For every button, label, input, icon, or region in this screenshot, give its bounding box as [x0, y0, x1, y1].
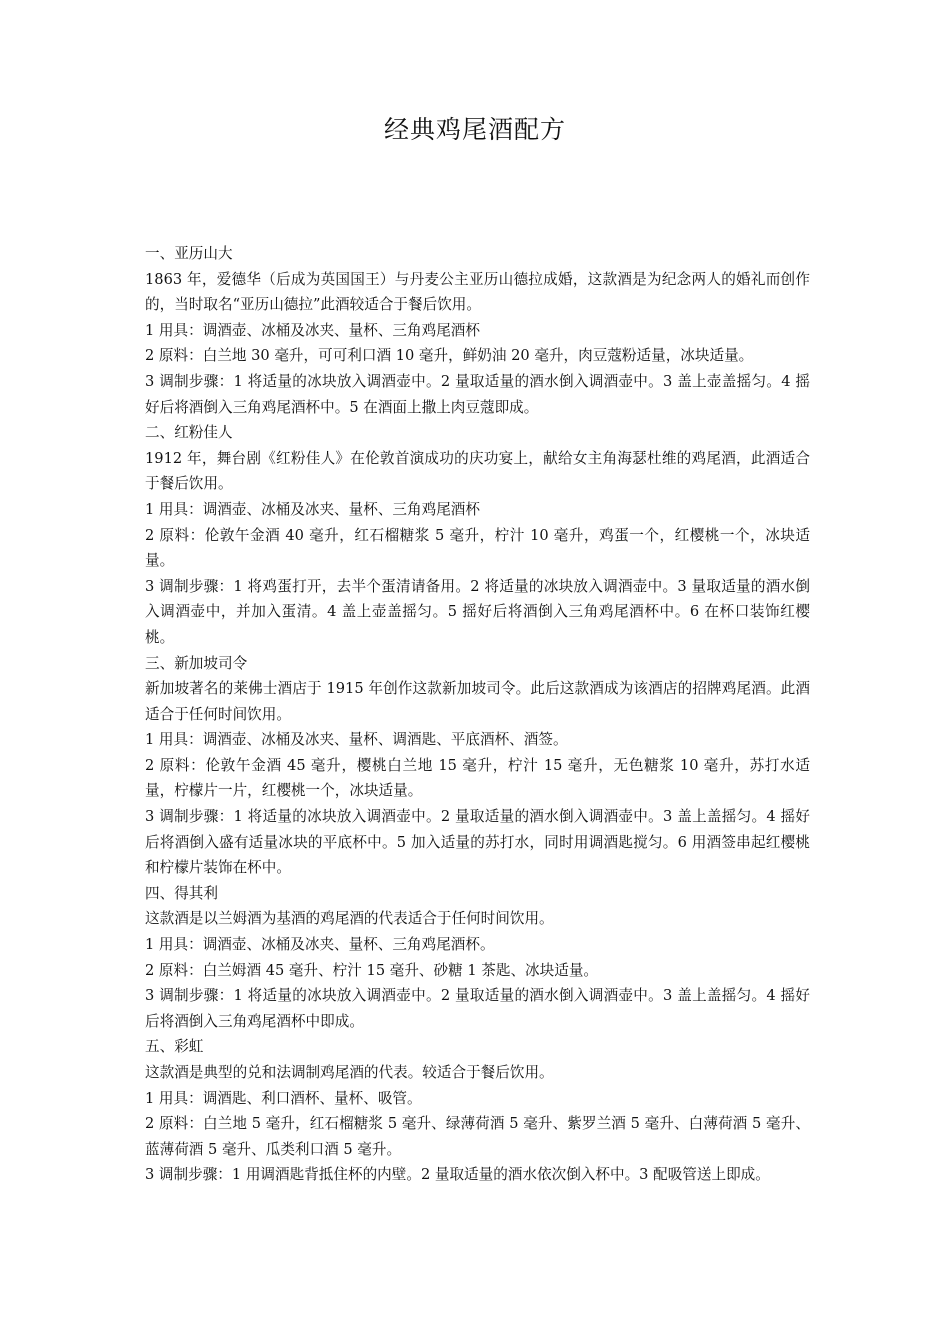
document-title: 经典鸡尾酒配方 — [383, 115, 566, 144]
section-heading: 二、红粉佳人 — [145, 424, 233, 442]
section-intro: 新加坡著名的莱佛士酒店于 1915 年创作这款新加坡司令。此后这款酒成为该酒店的招牌鸡尾酒。此酒适合于任何时间饮用。 — [145, 680, 810, 723]
section-steps: 3 调制步骤：1 将鸡蛋打开，去半个蛋清请备用。2 将适量的冰块放入调酒壶中。3 量取适量的酒水倒入调酒壶中，并加入蛋清。4 盖上壶盖摇匀。5 摇好后将酒倒入三角鸡尾酒杯中。6 在杯口装饰红樱桃。 — [145, 577, 810, 646]
section-ingredients: 2 原料：白兰姆酒 45 毫升、柠汁 15 毫升、砂糖 1 茶匙、冰块适量。 — [145, 961, 599, 979]
section-intro: 这款酒是以兰姆酒为基酒的鸡尾酒的代表适合于任何时间饮用。 — [145, 910, 554, 928]
section-heading: 三、新加坡司令 — [145, 654, 248, 672]
section-intro: 1912 年，舞台剧《红粉佳人》在伦敦首演成功的庆功宴上，献给女主角海瑟杜维的鸡尾酒，此酒适合于餐后饮用。 — [145, 449, 810, 493]
section-heading: 五、彩虹 — [145, 1038, 204, 1056]
section-steps: 3 调制步骤：1 用调酒匙背抵住杯的内壁。2 量取适量的酒水依次倒入杯中。3 配吸管送上即成。 — [145, 1166, 770, 1184]
section-ingredients: 2 原料：白兰地 30 毫升，可可利口酒 10 毫升，鲜奶油 20 毫升，肉豆蔻粉适量，冰块适量。 — [145, 347, 754, 365]
section-heading: 一、亚历山大 — [145, 245, 233, 262]
section-tools: 1 用具：调酒壶、冰桶及冰夹、量杯、调酒匙、平底酒杯、酒签。 — [145, 731, 568, 749]
section-ingredients: 2 原料：白兰地 5 毫升，红石榴糖浆 5 毫升、绿薄荷酒 5 毫升、紫罗兰酒 5 毫升、白薄荷酒 5 毫升、蓝薄荷酒 5 毫升、瓜类利口酒 5 毫升。 — [145, 1115, 810, 1158]
section-heading: 四、得其利 — [145, 884, 218, 902]
document-body — [145, 241, 810, 1188]
section-tools: 1 用具：调酒匙、利口酒杯、量杯、吸管。 — [145, 1089, 422, 1107]
section-intro: 这款酒是典型的兑和法调制鸡尾酒的代表。较适合于餐后饮用。 — [145, 1064, 554, 1081]
section-intro: 1863 年，爱德华（后成为英国国王）与丹麦公主亚历山德拉成婚，这款酒是为纪念两人的婚礼而创作的，当时取名“亚历山德拉”此酒较适合于餐后饮用。 — [145, 270, 810, 314]
section-tools: 1 用具：调酒壶、冰桶及冰夹、量杯、三角鸡尾酒杯。 — [145, 936, 495, 954]
section-steps: 3 调制步骤：1 将适量的冰块放入调酒壶中。2 量取适量的酒水倒入调酒壶中。3 盖上盖摇匀。4 摇好后将酒倒入盛有适量冰块的平底杯中。5 加入适量的苏打水，同时用调酒匙搅匀。6 用酒签串起红樱桃和柠檬片装饰在杯中。 — [145, 808, 810, 877]
section-steps: 3 调制步骤：1 将适量的冰块放入调酒壶中。2 量取适量的酒水倒入调酒壶中。3 盖上盖摇匀。4 摇好后将酒倒入三角鸡尾酒杯中即成。 — [145, 987, 810, 1030]
section-ingredients: 2 原料：伦敦午金酒 45 毫升，樱桃白兰地 15 毫升，柠汁 15 毫升，无色糖浆 10 毫升，苏打水适量，柠檬片一片，红樱桃一个，冰块适量。 — [145, 756, 810, 800]
section-tools: 1 用具：调酒壶、冰桶及冰夹、量杯、三角鸡尾酒杯 — [145, 500, 480, 518]
section-ingredients: 2 原料：伦敦午金酒 40 毫升，红石榴糖浆 5 毫升，柠汁 10 毫升，鸡蛋一个，红樱桃一个，冰块适量。 — [145, 526, 810, 570]
section-steps: 3 调制步骤：1 将适量的冰块放入调酒壶中。2 量取适量的酒水倒入调酒壶中。3 盖上壶盖摇匀。4 摇好后将酒倒入三角鸡尾酒杯中。5 在酒面上撒上肉豆蔻即成。 — [145, 372, 810, 416]
section-tools: 1 用具：调酒壶、冰桶及冰夹、量杯、三角鸡尾酒杯 — [145, 321, 480, 339]
